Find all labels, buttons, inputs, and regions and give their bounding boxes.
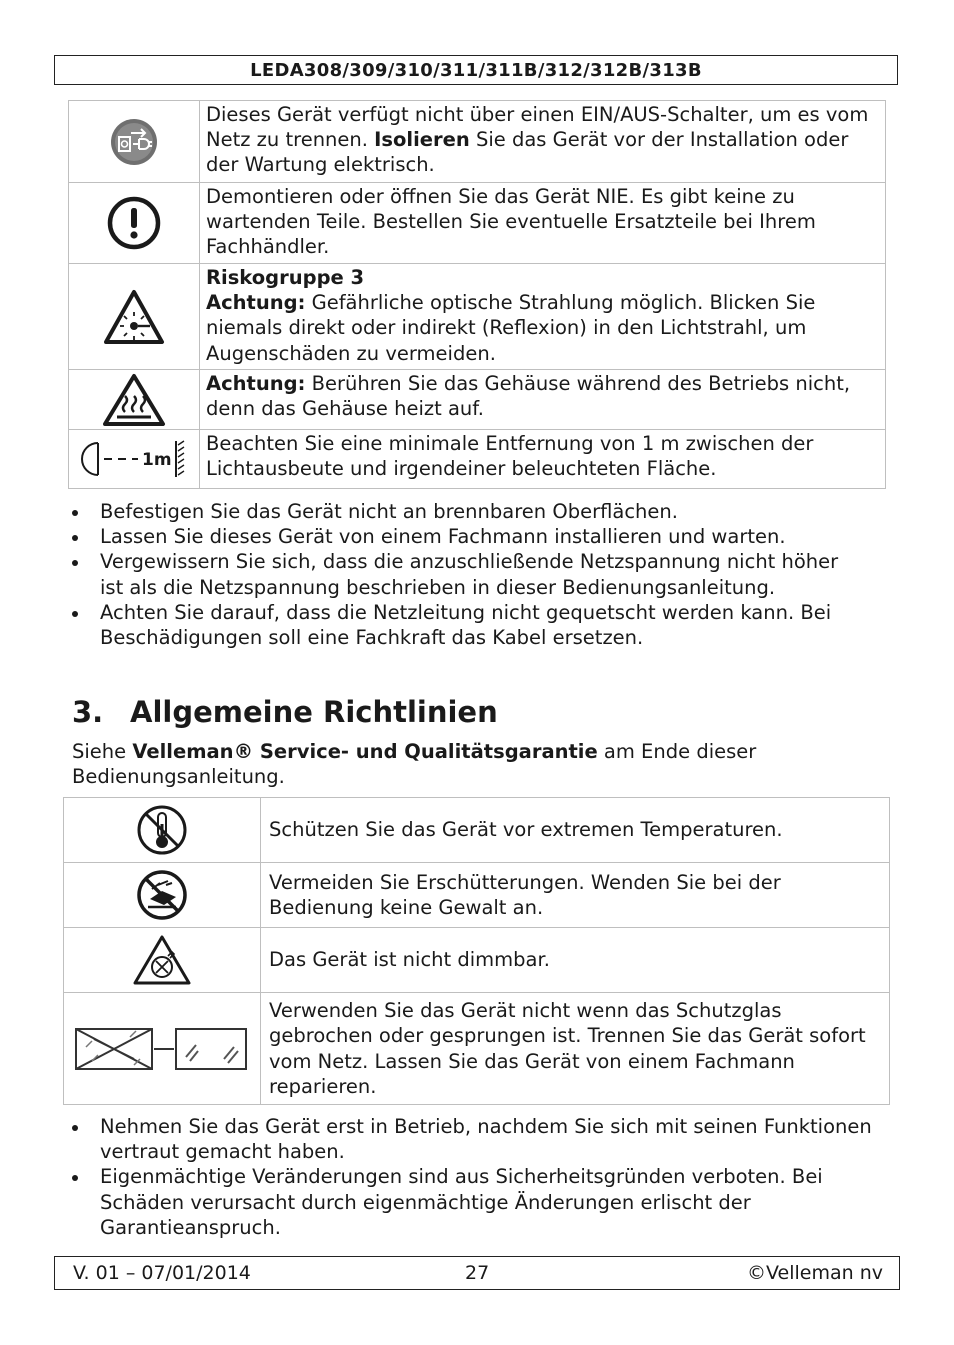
icon-cell [69,101,200,183]
exclamation-icon [106,195,162,251]
list-item: Befestigen Sie das Gerät nicht an brennbaren Oberflächen. [72,499,862,524]
dimmable-text: Das Gerät ist nicht dimmbar. [261,928,890,993]
hot-surface-text: Achtung: Berühren Sie das Gehäuse während des Betriebs nicht, denn das Gehäuse heizt auf. [200,370,886,430]
table-row [64,993,890,1105]
bullet-icon [72,560,78,566]
warranty-reference: Velleman® Service- und Qualitätsgarantie [132,740,598,763]
table-row [69,430,886,489]
bullet-icon [72,1125,78,1131]
section-number: 3. [72,695,104,729]
list-item: Lassen Sie dieses Gerät von einem Fachmann installieren und warten. [72,524,862,549]
document-footer [54,1256,900,1290]
general-bullet-list [72,1114,882,1240]
table-row [69,370,886,430]
footer-copyright: ©Velleman nv [747,1262,883,1284]
safety-table [68,100,886,489]
laser-warning-icon [102,288,166,346]
footer-page-number: 27 [465,1262,490,1284]
icon-cell [64,993,261,1105]
hot-surface-icon [101,372,167,428]
table-row [64,798,890,863]
not-dimmable-icon [132,934,192,986]
unplug-icon [109,117,159,167]
section-title: Allgemeine Richtlinien [130,695,498,729]
risk-group-heading: Riskogruppe 3 [206,266,365,289]
laser-warning-text: Riskogruppe 3 Achtung: Gefährliche optische Strahlung möglich. Blicken Sie niemals direkt oder indirekt (Reflexion) in den Lichtstrahl, um Augenschäden zu vermeiden. [200,264,886,370]
list-item: Eigenmächtige Veränderungen sind aus Sicherheitsgründen verboten. Bei Schäden verursacht durch eigenmächtige Änderungen erlischt der Garantieanspruch. [72,1164,882,1240]
table-row [69,264,886,370]
table-row [64,863,890,928]
list-item: Achten Sie darauf, dass die Netzleitung nicht gequetscht werden kann. Bei Beschädigungen soll eine Fachkraft das Kabel ersetzen. [72,600,862,650]
icon-cell [69,183,200,264]
distance-label: 1m [142,450,172,470]
header-model-title: LEDA308/309/310/311/311B/312/312B/313B [250,60,702,81]
section-intro: Siehe Velleman® Service- und Qualitätsgarantie am Ende dieser Bedienungsanleitung. [72,740,757,789]
no-disassembly-text: Demontieren oder öffnen Sie das Gerät NIE. Es gibt keine zu wartenden Teile. Bestellen Sie eventuelle Ersatzteile bei Ihrem Fachhändler. [200,183,886,264]
minimum-distance-icon [78,437,190,481]
no-shock-icon [136,869,188,921]
document-header [54,55,898,85]
unplug-warning-text: Dieses Gerät verfügt nicht über einen EIN/AUS-Schalter, um es vom Netz zu trennen. Isolieren Sie das Gerät vor der Installation oder der Wartung elektrisch. [200,101,886,183]
section-heading [72,694,498,730]
shock-text: Vermeiden Sie Erschütterungen. Wenden Sie bei der Bedienung keine Gewalt an. [261,863,890,928]
icon-cell [69,264,200,370]
list-item: Nehmen Sie das Gerät erst in Betrieb, nachdem Sie sich mit seinen Funktionen vertraut gemacht haben. [72,1114,882,1164]
icon-cell [69,370,200,430]
icon-cell [64,798,261,863]
no-extreme-temperature-icon [136,804,188,856]
table-row [69,101,886,183]
icon-cell [64,863,261,928]
icon-cell [69,430,200,489]
footer-version: V. 01 – 07/01/2014 [73,1262,251,1284]
bullet-icon [72,1175,78,1181]
bullet-icon [72,535,78,541]
bullet-icon [72,510,78,516]
table-row [64,928,890,993]
temperature-text: Schützen Sie das Gerät vor extremen Temperaturen. [261,798,890,863]
broken-glass-icon [74,1025,250,1073]
icon-cell [64,928,261,993]
bullet-icon [72,611,78,617]
broken-glass-text: Verwenden Sie das Gerät nicht wenn das Schutzglas gebrochen oder gesprungen ist. Trennen Sie das Gerät sofort vom Netz. Lassen Sie das Gerät von einem Fachmann reparieren. [261,993,890,1105]
list-item: Vergewissern Sie sich, dass die anzuschließende Netzspannung nicht höher ist als die Netzspannung beschrieben in dieser Bedienungsanleitung. [72,549,862,599]
guidelines-table [63,797,890,1105]
table-row [69,183,886,264]
safety-bullet-list [72,499,862,650]
minimum-distance-text: Beachten Sie eine minimale Entfernung von 1 m zwischen der Lichtausbeute und irgendeiner beleuchteten Fläche. [200,430,886,489]
